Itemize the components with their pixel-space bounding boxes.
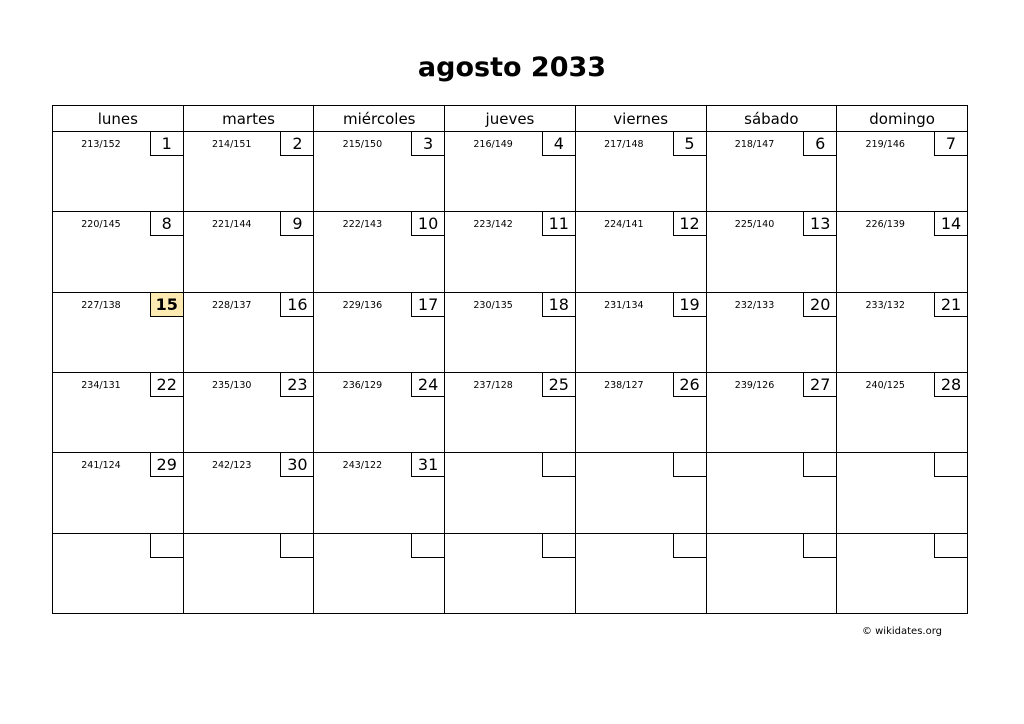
day-cell-content (314, 132, 444, 211)
ordinal-day-label: 228/137 (211, 299, 252, 311)
day-cell (445, 212, 576, 292)
day-number-box: 12 (673, 212, 706, 236)
day-cell-content (837, 534, 967, 613)
ordinal-day-label: 236/129 (342, 379, 383, 391)
day-cell-content (314, 212, 444, 291)
ordinal-day-label: 231/134 (604, 299, 644, 311)
day-cell (837, 212, 968, 292)
week-row (53, 453, 968, 533)
ordinal-day-label: 241/124 (81, 460, 121, 472)
ordinal-day-label: 216/149 (473, 139, 513, 150)
day-cell (314, 212, 445, 292)
weekday-header-friday: viernes (575, 106, 706, 132)
day-number-box (542, 453, 575, 477)
day-cell (837, 292, 968, 372)
day-number-box: 30 (280, 453, 313, 477)
day-cell-content (445, 373, 575, 452)
day-cell-content (314, 453, 444, 532)
day-number-box: 22 (150, 373, 183, 397)
day-cell (575, 453, 706, 533)
day-cell (314, 132, 445, 212)
day-cell (445, 453, 576, 533)
ordinal-day-label: 238/127 (604, 379, 644, 391)
day-cell-content (184, 132, 314, 211)
day-cell-content (445, 293, 575, 372)
day-cell-content (314, 534, 444, 613)
day-cell-content (837, 373, 967, 452)
day-number-box: 9 (280, 212, 313, 236)
day-cell (445, 533, 576, 613)
day-cell (575, 132, 706, 212)
day-cell-content (53, 212, 183, 291)
ordinal-day-label: 234/131 (81, 379, 121, 391)
day-cell-content (184, 373, 314, 452)
day-cell (445, 372, 576, 452)
day-cell (314, 372, 445, 452)
highlighted-day-number-box: 15 (150, 293, 183, 317)
day-cell-content (53, 534, 183, 613)
day-number-box: 10 (411, 212, 444, 236)
week-row (53, 372, 968, 452)
ordinal-day-label: 223/142 (473, 219, 513, 231)
week-row (53, 533, 968, 613)
day-cell-content (184, 293, 314, 372)
day-number-box (934, 453, 967, 477)
day-number-box: 2 (280, 132, 313, 156)
day-cell-content (576, 534, 706, 613)
week-row (53, 292, 968, 372)
day-cell-content (445, 534, 575, 613)
day-cell-content (576, 453, 706, 532)
ordinal-day-label: 232/133 (734, 299, 775, 311)
ordinal-day-label: 214/151 (211, 139, 252, 150)
day-cell (706, 132, 837, 212)
day-number-box: 5 (673, 132, 706, 156)
day-number-box: 11 (542, 212, 575, 236)
day-number-box (542, 534, 575, 558)
day-cell (183, 372, 314, 452)
day-cell (837, 132, 968, 212)
day-number-box (411, 534, 444, 558)
weekday-header-sunday: domingo (837, 106, 968, 132)
day-cell (445, 132, 576, 212)
day-number-box: 26 (673, 373, 706, 397)
day-number-box: 3 (411, 132, 444, 156)
day-cell (183, 453, 314, 533)
ordinal-day-label: 213/152 (81, 139, 121, 150)
day-cell-content (53, 453, 183, 532)
month-calendar (52, 105, 968, 614)
weekday-header-row (53, 106, 968, 132)
day-cell (53, 533, 184, 613)
day-number-box (803, 453, 836, 477)
day-cell (706, 212, 837, 292)
day-number-box: 24 (411, 373, 444, 397)
day-cell (53, 453, 184, 533)
day-cell-content (576, 132, 706, 211)
calendar-title: agosto 2033 (417, 52, 607, 83)
day-cell-content (576, 373, 706, 452)
day-number-box (803, 534, 836, 558)
day-number-box (280, 534, 313, 558)
day-cell-content (314, 373, 444, 452)
day-cell-content (184, 453, 314, 532)
day-number-box (150, 534, 183, 558)
day-cell-content (184, 534, 314, 613)
ordinal-day-label: 226/139 (865, 219, 905, 231)
copyright-footer: © wikidates.org (861, 626, 942, 637)
day-cell-content (837, 293, 967, 372)
day-cell (575, 533, 706, 613)
ordinal-day-label: 237/128 (473, 379, 513, 391)
ordinal-day-label: 218/147 (734, 139, 775, 150)
ordinal-day-label: 233/132 (865, 299, 905, 311)
day-number-box: 28 (934, 373, 967, 397)
day-number-box: 4 (542, 132, 575, 156)
ordinal-day-label: 219/146 (865, 139, 905, 150)
ordinal-day-label: 217/148 (604, 139, 644, 150)
ordinal-day-label: 227/138 (81, 299, 121, 311)
day-cell-content (837, 132, 967, 211)
day-cell-content (445, 212, 575, 291)
day-cell-content (707, 293, 837, 372)
day-cell (706, 533, 837, 613)
day-cell (837, 372, 968, 452)
ordinal-day-label: 243/122 (342, 460, 383, 472)
day-number-box: 16 (280, 293, 313, 317)
day-cell-content (576, 212, 706, 291)
ordinal-day-label: 240/125 (865, 379, 905, 391)
day-cell (575, 212, 706, 292)
day-cell (53, 372, 184, 452)
day-cell-content (707, 132, 837, 211)
day-cell (575, 292, 706, 372)
ordinal-day-label: 221/144 (211, 219, 252, 231)
ordinal-day-label: 225/140 (734, 219, 775, 231)
day-cell (183, 212, 314, 292)
day-number-box: 7 (934, 132, 967, 156)
day-cell-content (445, 132, 575, 211)
ordinal-day-label: 239/126 (734, 379, 775, 391)
day-number-box: 29 (150, 453, 183, 477)
ordinal-day-label: 235/130 (211, 379, 252, 391)
weekday-header-thursday: jueves (445, 106, 576, 132)
day-cell (314, 292, 445, 372)
day-cell (706, 372, 837, 452)
day-cell-content (184, 212, 314, 291)
weekday-header-saturday: sábado (706, 106, 837, 132)
day-number-box: 18 (542, 293, 575, 317)
day-cell (183, 292, 314, 372)
day-number-box: 13 (803, 212, 836, 236)
ordinal-day-label: 215/150 (342, 139, 383, 150)
day-cell-content (707, 453, 837, 532)
day-cell (837, 453, 968, 533)
day-cell-content (53, 132, 183, 211)
day-cell-content (707, 534, 837, 613)
day-cell-content (837, 212, 967, 291)
day-number-box: 21 (934, 293, 967, 317)
day-cell (837, 533, 968, 613)
day-cell (314, 533, 445, 613)
ordinal-day-label: 222/143 (342, 219, 383, 231)
day-cell (575, 372, 706, 452)
day-number-box: 14 (934, 212, 967, 236)
day-number-box: 6 (803, 132, 836, 156)
week-row (53, 132, 968, 212)
day-number-box (673, 453, 706, 477)
day-number-box: 19 (673, 293, 706, 317)
day-cell-content (53, 293, 183, 372)
weekday-header-monday: lunes (53, 106, 184, 132)
day-cell-content (837, 453, 967, 532)
day-cell (445, 292, 576, 372)
ordinal-day-label: 242/123 (211, 460, 252, 472)
day-cell (183, 533, 314, 613)
day-number-box: 23 (280, 373, 313, 397)
day-cell-content (707, 373, 837, 452)
day-cell-content (53, 373, 183, 452)
day-cell (706, 453, 837, 533)
day-number-box: 31 (411, 453, 444, 477)
day-cell-content (445, 453, 575, 532)
day-number-box: 20 (803, 293, 836, 317)
day-cell (183, 132, 314, 212)
day-number-box: 25 (542, 373, 575, 397)
day-cell-content (576, 293, 706, 372)
weekday-header-tuesday: martes (183, 106, 314, 132)
day-cell (53, 132, 184, 212)
day-cell (706, 292, 837, 372)
ordinal-day-label: 229/136 (342, 299, 383, 311)
day-number-box (673, 534, 706, 558)
day-number-box: 17 (411, 293, 444, 317)
day-number-box: 8 (150, 212, 183, 236)
week-row (53, 212, 968, 292)
day-cell (53, 212, 184, 292)
day-number-box: 1 (150, 132, 183, 156)
day-cell (53, 292, 184, 372)
ordinal-day-label: 224/141 (604, 219, 644, 231)
weekday-header-wednesday: miércoles (314, 106, 445, 132)
day-cell (314, 453, 445, 533)
day-number-box (934, 534, 967, 558)
day-number-box: 27 (803, 373, 836, 397)
ordinal-day-label: 220/145 (81, 219, 121, 231)
ordinal-day-label: 230/135 (473, 299, 513, 311)
day-cell-content (314, 293, 444, 372)
day-cell-content (707, 212, 837, 291)
